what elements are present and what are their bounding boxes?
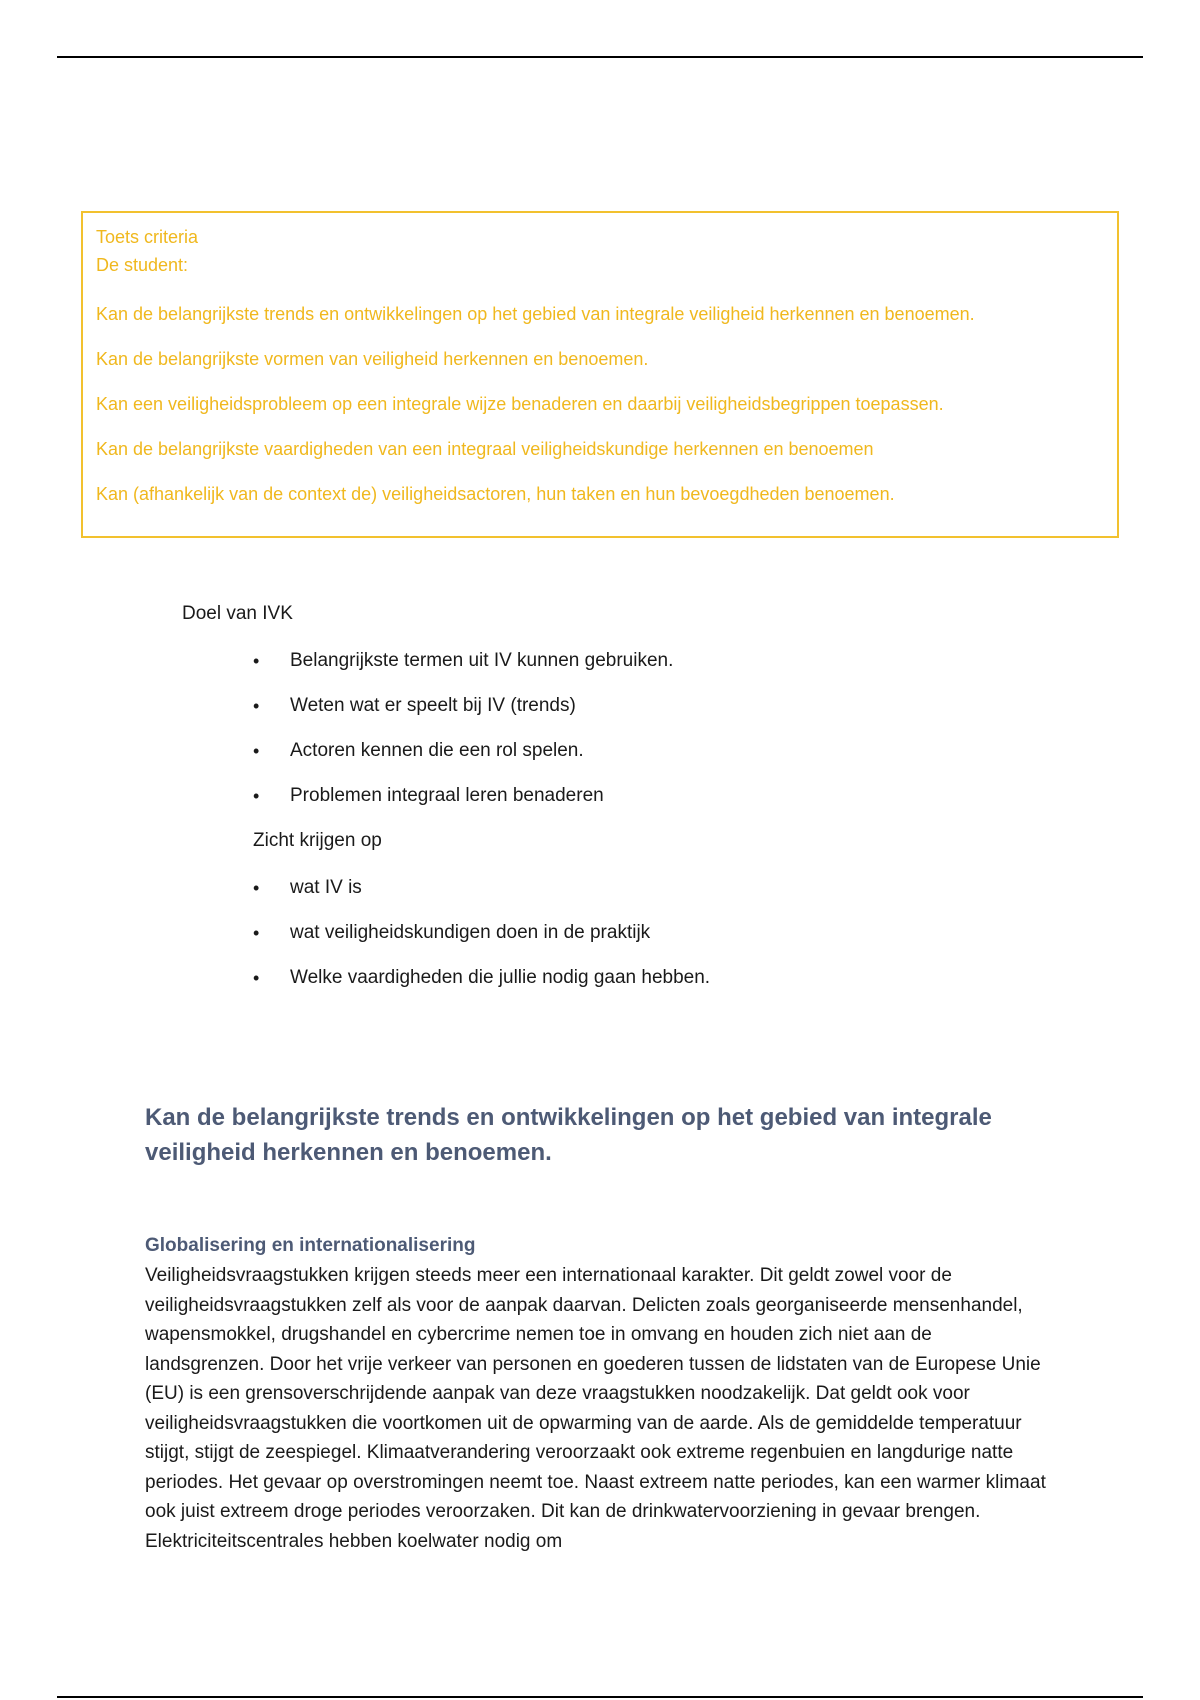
list-item: • wat IV is: [253, 875, 710, 920]
criteria-item: Kan een veiligheidsprobleem op een integrale wijze benaderen en daarbij veiligheidsbegrippen toepassen.: [96, 394, 944, 414]
footer-rule: [57, 1696, 1143, 1698]
criteria-item: Kan de belangrijkste vaardigheden van een integraal veiligheidskundige herkennen en benoemen: [96, 439, 874, 459]
goal-title: Doel van IVK: [182, 603, 293, 624]
list-item: • Weten wat er speelt bij IV (trends): [253, 693, 673, 738]
subsection-heading: Globalisering en internationalisering: [145, 1235, 476, 1256]
criteria-box: [81, 211, 1119, 538]
header-rule: [57, 56, 1143, 58]
body-paragraph: Veiligheidsvraagstukken krijgen steeds meer een internationaal karakter. Dit geldt zowel voor de veiligheidsvraagstukken zelf als voor de aanpak daarvan. Delicten zoals georganiseerde mensenhandel, wapensmokkel, drugshandel en cybercrime nemen toe in omvang en houden zich niet aan de landsgrenzen. Door het vrije verkeer van personen en goederen tussen de lidstaten van de Europese Unie (EU) is een grensoverschrijdende aanpak van deze vraagstukken noodzakelijk. Dat geldt ook voor veiligheidsvraagstukken die voortkomen uit de opwarming van de aarde. Als de gemiddelde temperatuur stijgt, stijgt de zeespiegel. Klimaatverandering veroorzaakt ook extreme regenbuien en langdurige natte periodes. Het gevaar op overstromingen neemt toe. Naast extreem natte periodes, kan een warmer klimaat ook juist extreem droge periodes veroorzaken. Dit kan de drinkwatervoorziening in gevaar brengen. Elektriciteitscentrales hebben koelwater nodig om: [145, 1265, 1046, 1552]
view-list: [253, 875, 710, 1010]
list-item: • Actoren kennen die een rol spelen.: [253, 738, 673, 783]
list-item: • Problemen integraal leren benaderen: [253, 783, 673, 828]
list-item: • Welke vaardigheden die jullie nodig gaan hebben.: [253, 965, 710, 1010]
criteria-item: Kan de belangrijkste vormen van veiligheid herkennen en benoemen.: [96, 349, 649, 369]
list-item: • Belangrijkste termen uit IV kunnen gebruiken.: [253, 648, 673, 693]
goal-list: [253, 648, 673, 828]
criteria-subtitle: De student:: [96, 255, 189, 275]
list-item: • wat veiligheidskundigen doen in de praktijk: [253, 920, 710, 965]
criteria-item: Kan (afhankelijk van de context de) veiligheidsactoren, hun taken en hun bevoegdheden benoemen.: [96, 484, 895, 504]
criteria-item: Kan de belangrijkste trends en ontwikkelingen op het gebied van integrale veiligheid herkennen en benoemen.: [96, 304, 975, 324]
view-title: Zicht krijgen op: [253, 830, 382, 851]
section-heading: Kan de belangrijkste trends en ontwikkelingen op het gebied van integrale veiligheid herkennen en benoemen.: [145, 1104, 992, 1166]
criteria-title: Toets criteria: [96, 227, 199, 247]
